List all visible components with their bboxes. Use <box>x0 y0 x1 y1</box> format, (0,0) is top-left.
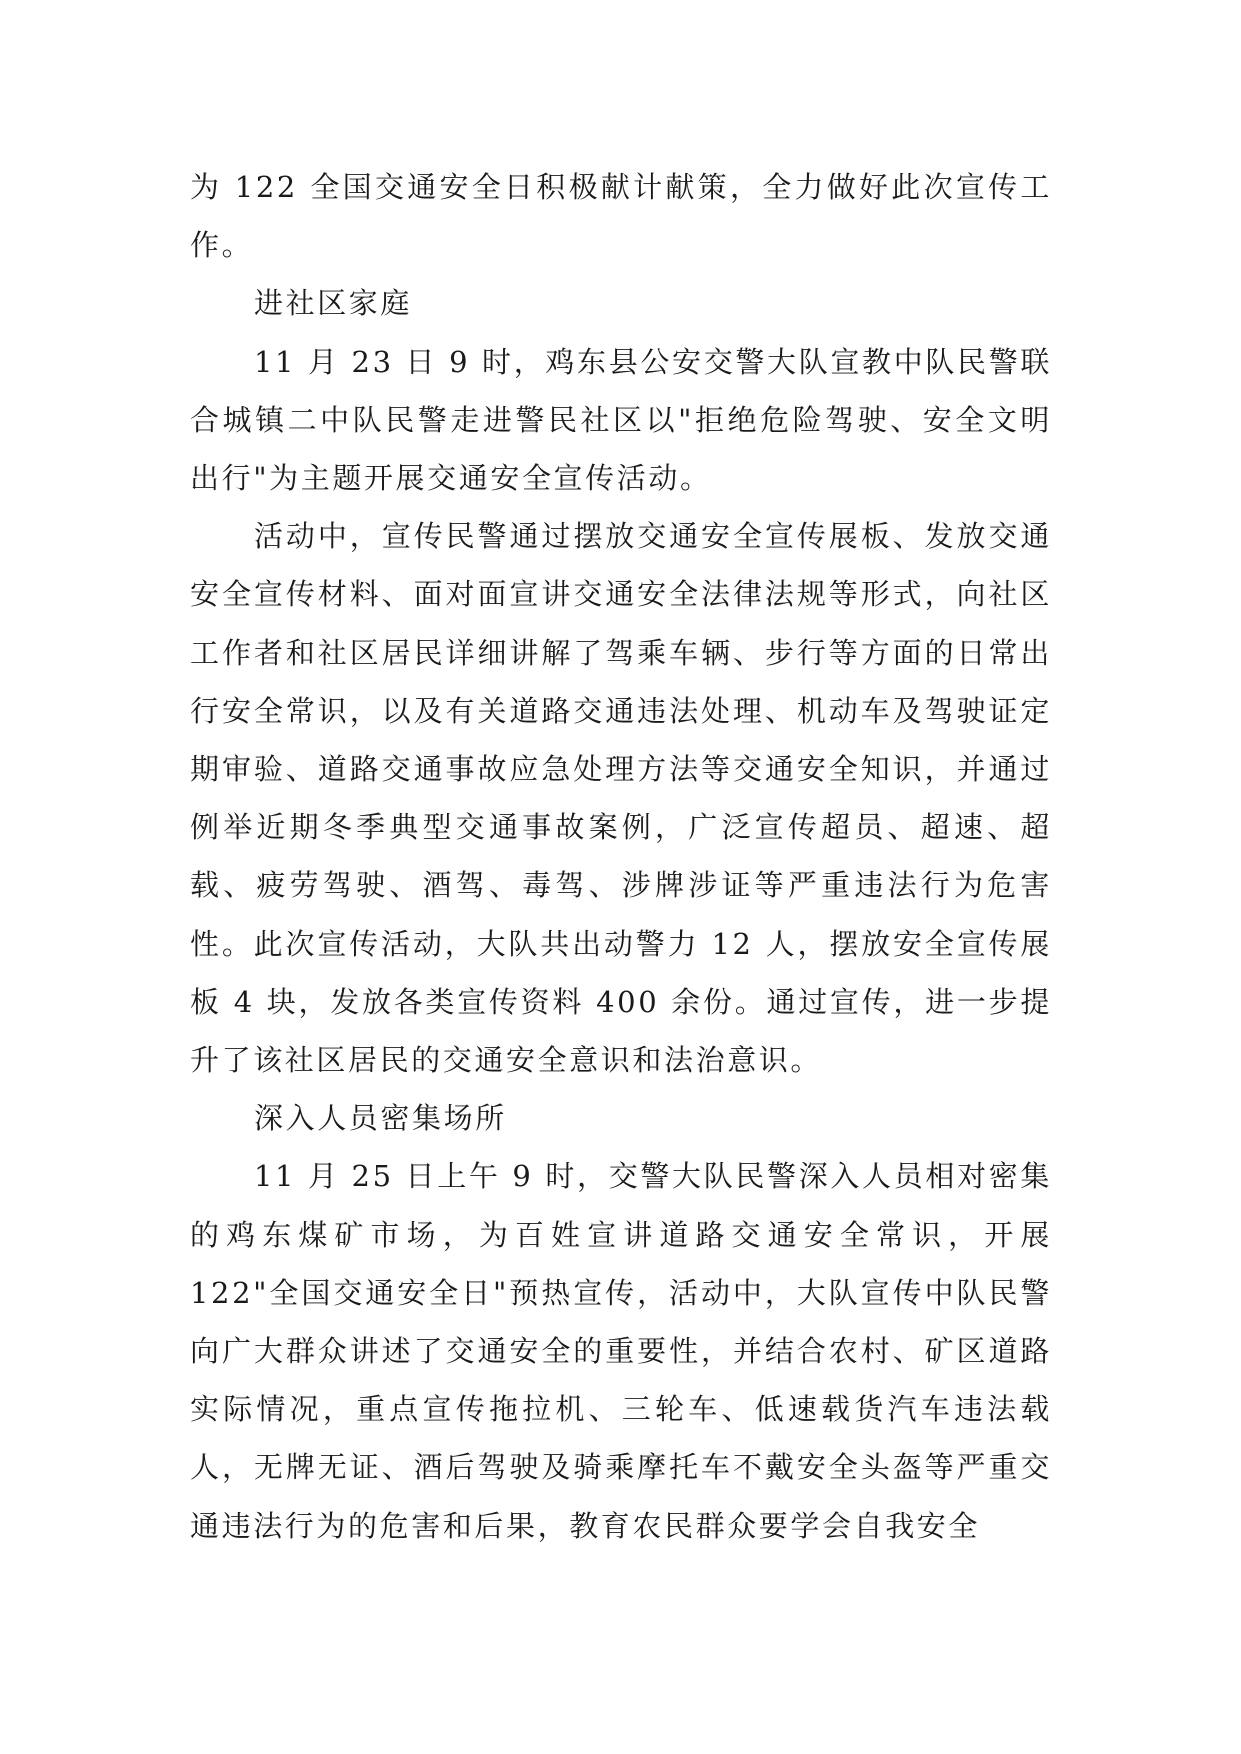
paragraph-community-event: 11 月 23 日 9 时，鸡东县公安交警大队宣教中队民警联合城镇二中队民警走进警民社区以"拒绝危险驾驶、安全文明出行"为主题开展交通安全宣传活动。 <box>190 344 1052 496</box>
section-heading-crowded-places: 深入人员密集场所 <box>254 1101 507 1136</box>
section-heading-community: 进社区家庭 <box>254 286 413 321</box>
paragraph-market-event: 11 月 25 日上午 9 时，交警大队民警深入人员相对密集的鸡东煤矿市场，为百姓宣讲道路交通安全常识，开展 122"全国交通安全日"预热宣传，活动中，大队宣传中队民警向广大群众讲述了交通安全的重要性，并结合农村、矿区道路实际情况，重点宣传拖拉机、三轮车、低速载货汽车违法载人，无牌无证、酒后驾驶及骑乘摩托车不戴安全头盔等严重交通违法行为的危害和后果，教育农民群众要学会自我安全 <box>190 1159 1052 1543</box>
paragraph-continuation: 为 122 全国交通安全日积极献计献策，全力做好此次宣传工作。 <box>190 170 1052 263</box>
document-body <box>190 158 1052 1555</box>
paragraph-community-activities: 活动中，宣传民警通过摆放交通安全宣传展板、发放交通安全宣传材料、面对面宣讲交通安全法律法规等形式，向社区工作者和社区居民详细讲解了驾乘车辆、步行等方面的日常出行安全常识，以及有关道路交通违法处理、机动车及驾驶证定期审验、道路交通事故应急处理方法等交通安全知识，并通过例举近期冬季典型交通事故案例，广泛宣传超员、超速、超载、疲劳驾驶、酒驾、毒驾、涉牌涉证等严重违法行为危害性。此次宣传活动，大队共出动警力 12 人，摆放安全宣传展板 4 块，发放各类宣传资料 400 余份。通过宣传，进一步提升了该社区居民的交通安全意识和法治意识。 <box>190 519 1052 1078</box>
